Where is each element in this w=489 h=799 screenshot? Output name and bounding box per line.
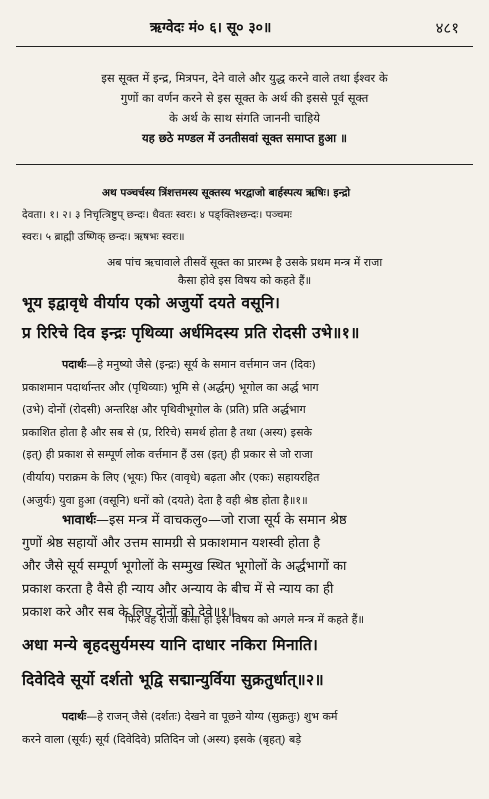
prose-line <box>22 354 471 377</box>
bhavartha-label: भावार्थः <box>62 513 97 528</box>
intro-line: के अर्थ के साथ संगति जाननी चाहिये <box>169 111 320 125</box>
mantra-line: भूय इद्वावृधे वीर्याय एको अजुर्यो दयते वसूनि। <box>22 294 281 312</box>
mantra-line: प्र रिरिचे दिव इन्द्रः पृथिव्या अर्धमिदस्य प्रति रोदसी उभे॥१॥ <box>22 324 360 342</box>
mantra-line: अधा मन्ये बृहदसुर्यमस्य यानि दाधार नकिरा मिनाति। <box>22 636 319 654</box>
intro-line: इस सूक्त में इन्द्र, मित्रपन, देने वाले और युद्ध करने वाले तथा ईश्वर के <box>101 71 388 85</box>
meta-line: स्वरः। ५ ब्राह्मी उष्णिक् छन्दः। ऋषभः स्वरः॥ <box>22 231 185 243</box>
prose-line: प्रकाश करता है वैसे ही न्याय और अन्याय के बीच में से न्याय का ही <box>22 582 334 597</box>
prose-line: करने वाला (सूर्यः) सूर्य (दिवेदिवे) प्रतिदिन जो (अस्य) इसके (बृहत्) बड़े <box>22 732 302 746</box>
prose-line: प्रकाशित होता है और सब से (प्र, रिरिचे) समर्थ होता है तथा (अस्य) इसके <box>22 425 312 439</box>
meta-line: देवता। १। २। ३ निचृत्त्रिष्टुप् छन्दः। धैवतः स्वरः। ४ पङ्क्तिश्छन्दः। पञ्चमः <box>22 209 292 221</box>
prose-line: (इत्) ही प्रकाश से सम्पूर्ण लोक वर्त्तमान हैं उस (इत्) ही प्रकार से जो राजा <box>22 448 313 462</box>
mantra-1 <box>22 288 474 348</box>
intro-block <box>35 68 454 148</box>
intro-closing-line: यह छठे मण्डल में उनतीसवां सूक्त समाप्त हुआ ॥ <box>141 131 348 145</box>
note-line: अब पांच ऋचावाले तीसवें सूक्त का प्रारम्भ है उसके प्रथम मन्त्र में राजा <box>106 256 383 269</box>
prose-text: —हे मनुष्यो जैसे (इन्द्रः) सूर्य के समान वर्त्तमान जन (दिवः) <box>86 358 316 371</box>
note-line: फिर वह राजा कैसा हो इस विषय को अगले मन्त्र में कहते हैं॥ <box>124 613 365 626</box>
prose-text: —हे राजन् जैसे (दर्शतः) देखने वा पूछने योग्य (सुक्रतुः) शुभ कर्म <box>86 710 338 723</box>
prose-text: —इस मन्त्र में वाचकलु०—जो राजा सूर्य के समान श्रेष्ठ <box>96 513 347 528</box>
prose-line: (अजुर्यः) युवा हुआ (वसूनि) धनों को (दयते) देता है वही श्रेष्ठ होता है॥१॥ <box>22 493 308 507</box>
page-number: ४८१ <box>435 19 459 37</box>
running-header <box>30 18 469 40</box>
prose-line: गुणों श्रेष्ठ सहायों और उत्तम सामग्री से प्रकाशमान यशस्वी होता है <box>22 536 321 551</box>
padartha-label: पदार्थः <box>62 358 87 371</box>
padartha-2 <box>22 706 471 751</box>
meta-line: अथ पञ्चर्चस्य त्रिंशत्तमस्य सूक्तस्य भरद्वाजो बार्हस्पत्य ऋषिः। इन्द्रो <box>102 187 351 199</box>
header-rule <box>16 46 473 47</box>
prose-line: प्रकाश करे और सब के लिए दोनों को देवे॥१॥ <box>22 605 235 620</box>
note-line: कैसा होवे इस विषय को कहते हैं॥ <box>177 274 312 287</box>
prose-line: (वीर्याय) पराक्रम के लिए (भूयः) फिर (वावृधे) बढ़ता और (एकः) सहायरहित <box>22 470 320 484</box>
introductory-note <box>22 611 467 629</box>
padartha-1 <box>22 354 471 512</box>
prose-line: और जैसे सूर्य सम्पूर्ण भूगोलों के सम्मुख स्थित भूगोलों के अर्द्धभागों का <box>22 559 347 574</box>
intro-line: गुणों का वर्णन करने से इस सूक्त के अर्थ की इससे पूर्व सूक्त <box>120 91 369 105</box>
prose-line: (उभे) दोनों (रोदसी) अन्तरिक्ष और पृथिवीभूगोल के (प्रति) प्रति अर्द्धभाग <box>22 403 306 417</box>
prose-line <box>22 509 471 532</box>
padartha-label: पदार्थः <box>62 710 87 723</box>
prose-line <box>22 706 471 729</box>
hymn-metadata <box>22 182 467 248</box>
section-rule <box>16 164 473 165</box>
prose-line: प्रकाशमान पदार्थान्तर और (पृथिव्याः) भूमि से (अर्द्धम्) भूगोल का अर्द्ध भाग <box>22 380 319 394</box>
mantra-2 <box>22 630 474 695</box>
mantra-line: दिवेदिवे सूर्यो दर्शतो भूद्वि सद्मान्युर्विया सुक्रतुर्धात्॥२॥ <box>22 671 324 689</box>
header-title: ऋग्वेदः मं० ६। सू० ३०॥ <box>150 20 272 36</box>
bhavartha-1 <box>22 509 471 624</box>
introductory-note <box>22 254 467 290</box>
